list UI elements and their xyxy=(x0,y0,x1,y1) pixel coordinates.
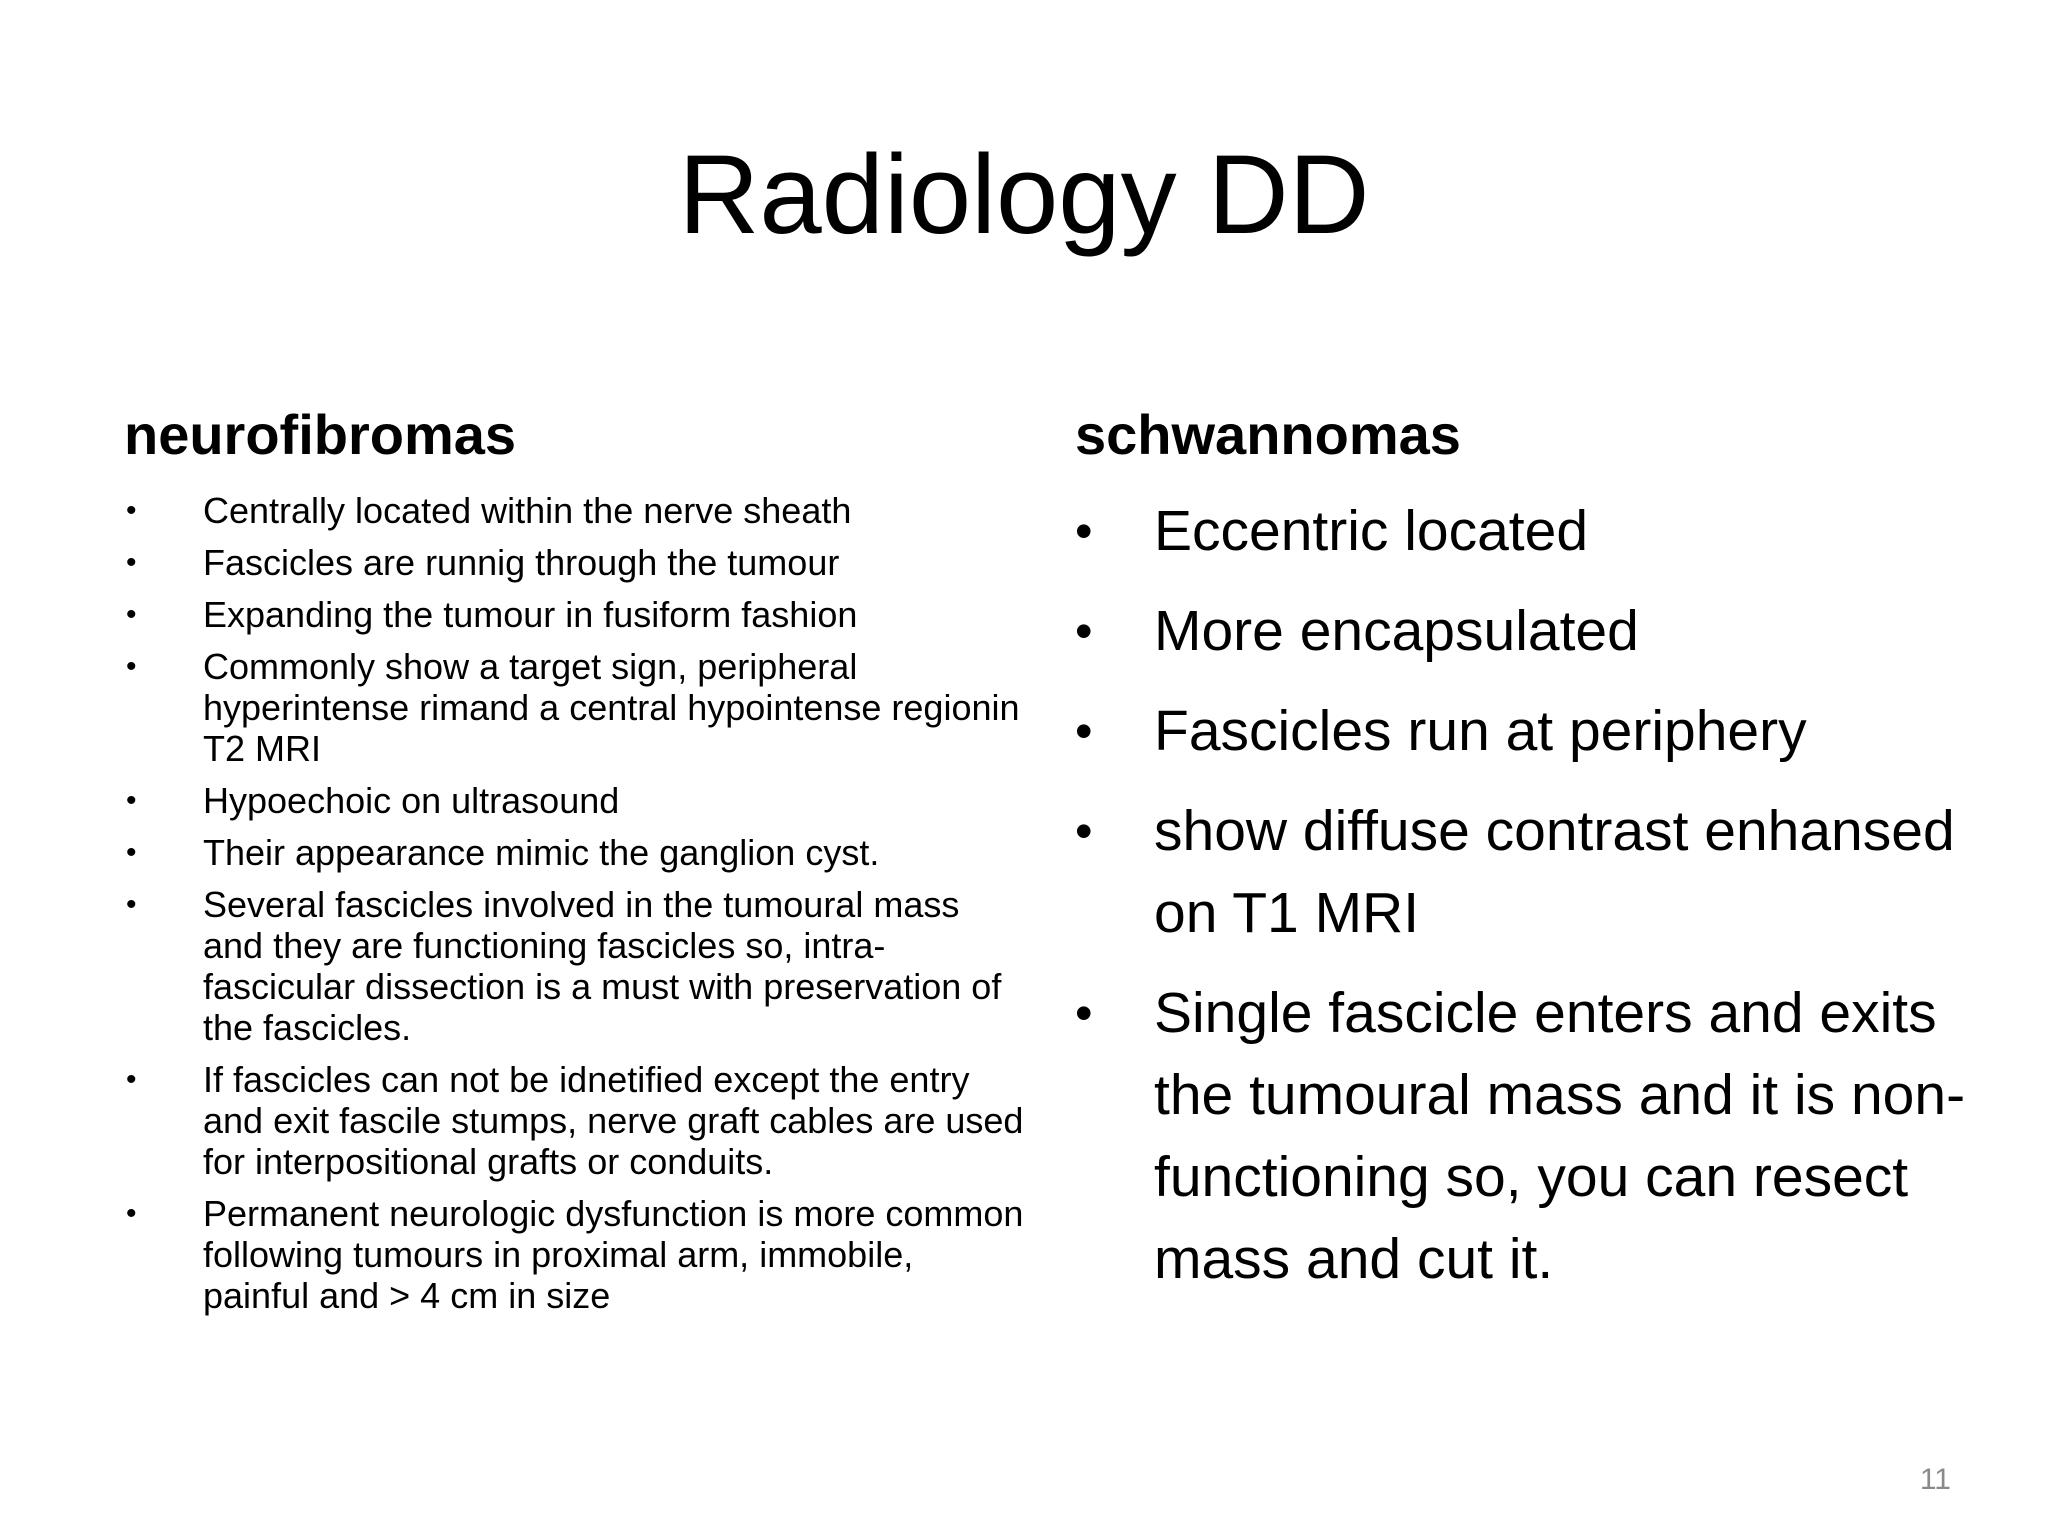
list-item-text: Several fascicles involved in the tumoural mass and they are functioning fascicles so, intra-fascicular dissection is a must with preservation of the fascicles. xyxy=(203,884,1002,1048)
bullet-icon: • xyxy=(126,650,137,683)
list-item-text: show diffuse contrast enhansed on T1 MRI xyxy=(1154,799,1955,945)
list-item xyxy=(124,646,1024,769)
bullet-icon: • xyxy=(1075,703,1093,759)
bullet-icon: • xyxy=(126,1063,137,1096)
list-item xyxy=(124,884,1024,1048)
list-item-text: More encapsulated xyxy=(1154,599,1639,663)
list-item xyxy=(1075,790,1975,954)
list-item-text: Single fascicle enters and exits the tumoural mass and it is non-functioning so, you can resect mass and cut it. xyxy=(1154,981,1966,1291)
slide-title: Radiology DD xyxy=(678,132,1370,257)
bullet-icon: • xyxy=(126,836,137,869)
bullet-icon: • xyxy=(1075,603,1093,659)
list-item-text: Hypoechoic on ultrasound xyxy=(203,780,620,821)
list-item-text: Fascicles are runnig through the tumour xyxy=(203,542,840,583)
neurofibromas-column xyxy=(124,400,1024,1327)
list-item-text: Eccentric located xyxy=(1154,499,1589,563)
list-item-text: Permanent neurologic dysfunction is more common following tumours in proximal arm, immobile, painful and > 4 cm in size xyxy=(203,1193,1024,1316)
list-item-text: Fascicles run at periphery xyxy=(1154,699,1807,763)
list-item xyxy=(1075,690,1975,772)
list-item xyxy=(124,1193,1024,1316)
schwannomas-list xyxy=(1075,490,1975,1300)
list-item-text: Expanding the tumour in fusiform fashion xyxy=(203,594,858,635)
neurofibromas-heading: neurofibromas xyxy=(124,403,517,466)
list-item-text: Centrally located within the nerve sheath xyxy=(203,490,852,531)
list-item xyxy=(1075,972,1975,1300)
list-item-text: If fascicles can not be idnetified except the entry and exit fascile stumps, nerve graft cables are used for interpositional grafts or conduits. xyxy=(203,1059,1024,1182)
list-item xyxy=(124,542,1024,583)
list-item xyxy=(124,490,1024,531)
schwannomas-heading: schwannomas xyxy=(1075,403,1461,466)
bullet-icon: • xyxy=(1075,803,1093,859)
list-item xyxy=(124,780,1024,821)
schwannomas-column xyxy=(1075,400,1975,1318)
bullet-icon: • xyxy=(126,784,137,817)
bullet-icon: • xyxy=(126,546,137,579)
list-item xyxy=(124,594,1024,635)
list-item xyxy=(1075,590,1975,672)
page-number: 11 xyxy=(1919,1463,1951,1496)
bullet-icon: • xyxy=(126,494,137,527)
list-item-text: Commonly show a target sign, peripheral hyperintense rimand a central hypointense regionin T2 MRI xyxy=(203,646,1020,769)
list-item-text: Their appearance mimic the ganglion cyst. xyxy=(203,832,880,873)
bullet-icon: • xyxy=(1075,503,1093,559)
list-item xyxy=(124,1059,1024,1182)
bullet-icon: • xyxy=(126,598,137,631)
bullet-icon: • xyxy=(126,1197,137,1230)
bullet-icon: • xyxy=(126,888,137,921)
bullet-icon: • xyxy=(1075,985,1093,1041)
neurofibromas-list xyxy=(124,490,1024,1316)
list-item xyxy=(124,832,1024,873)
list-item xyxy=(1075,490,1975,572)
